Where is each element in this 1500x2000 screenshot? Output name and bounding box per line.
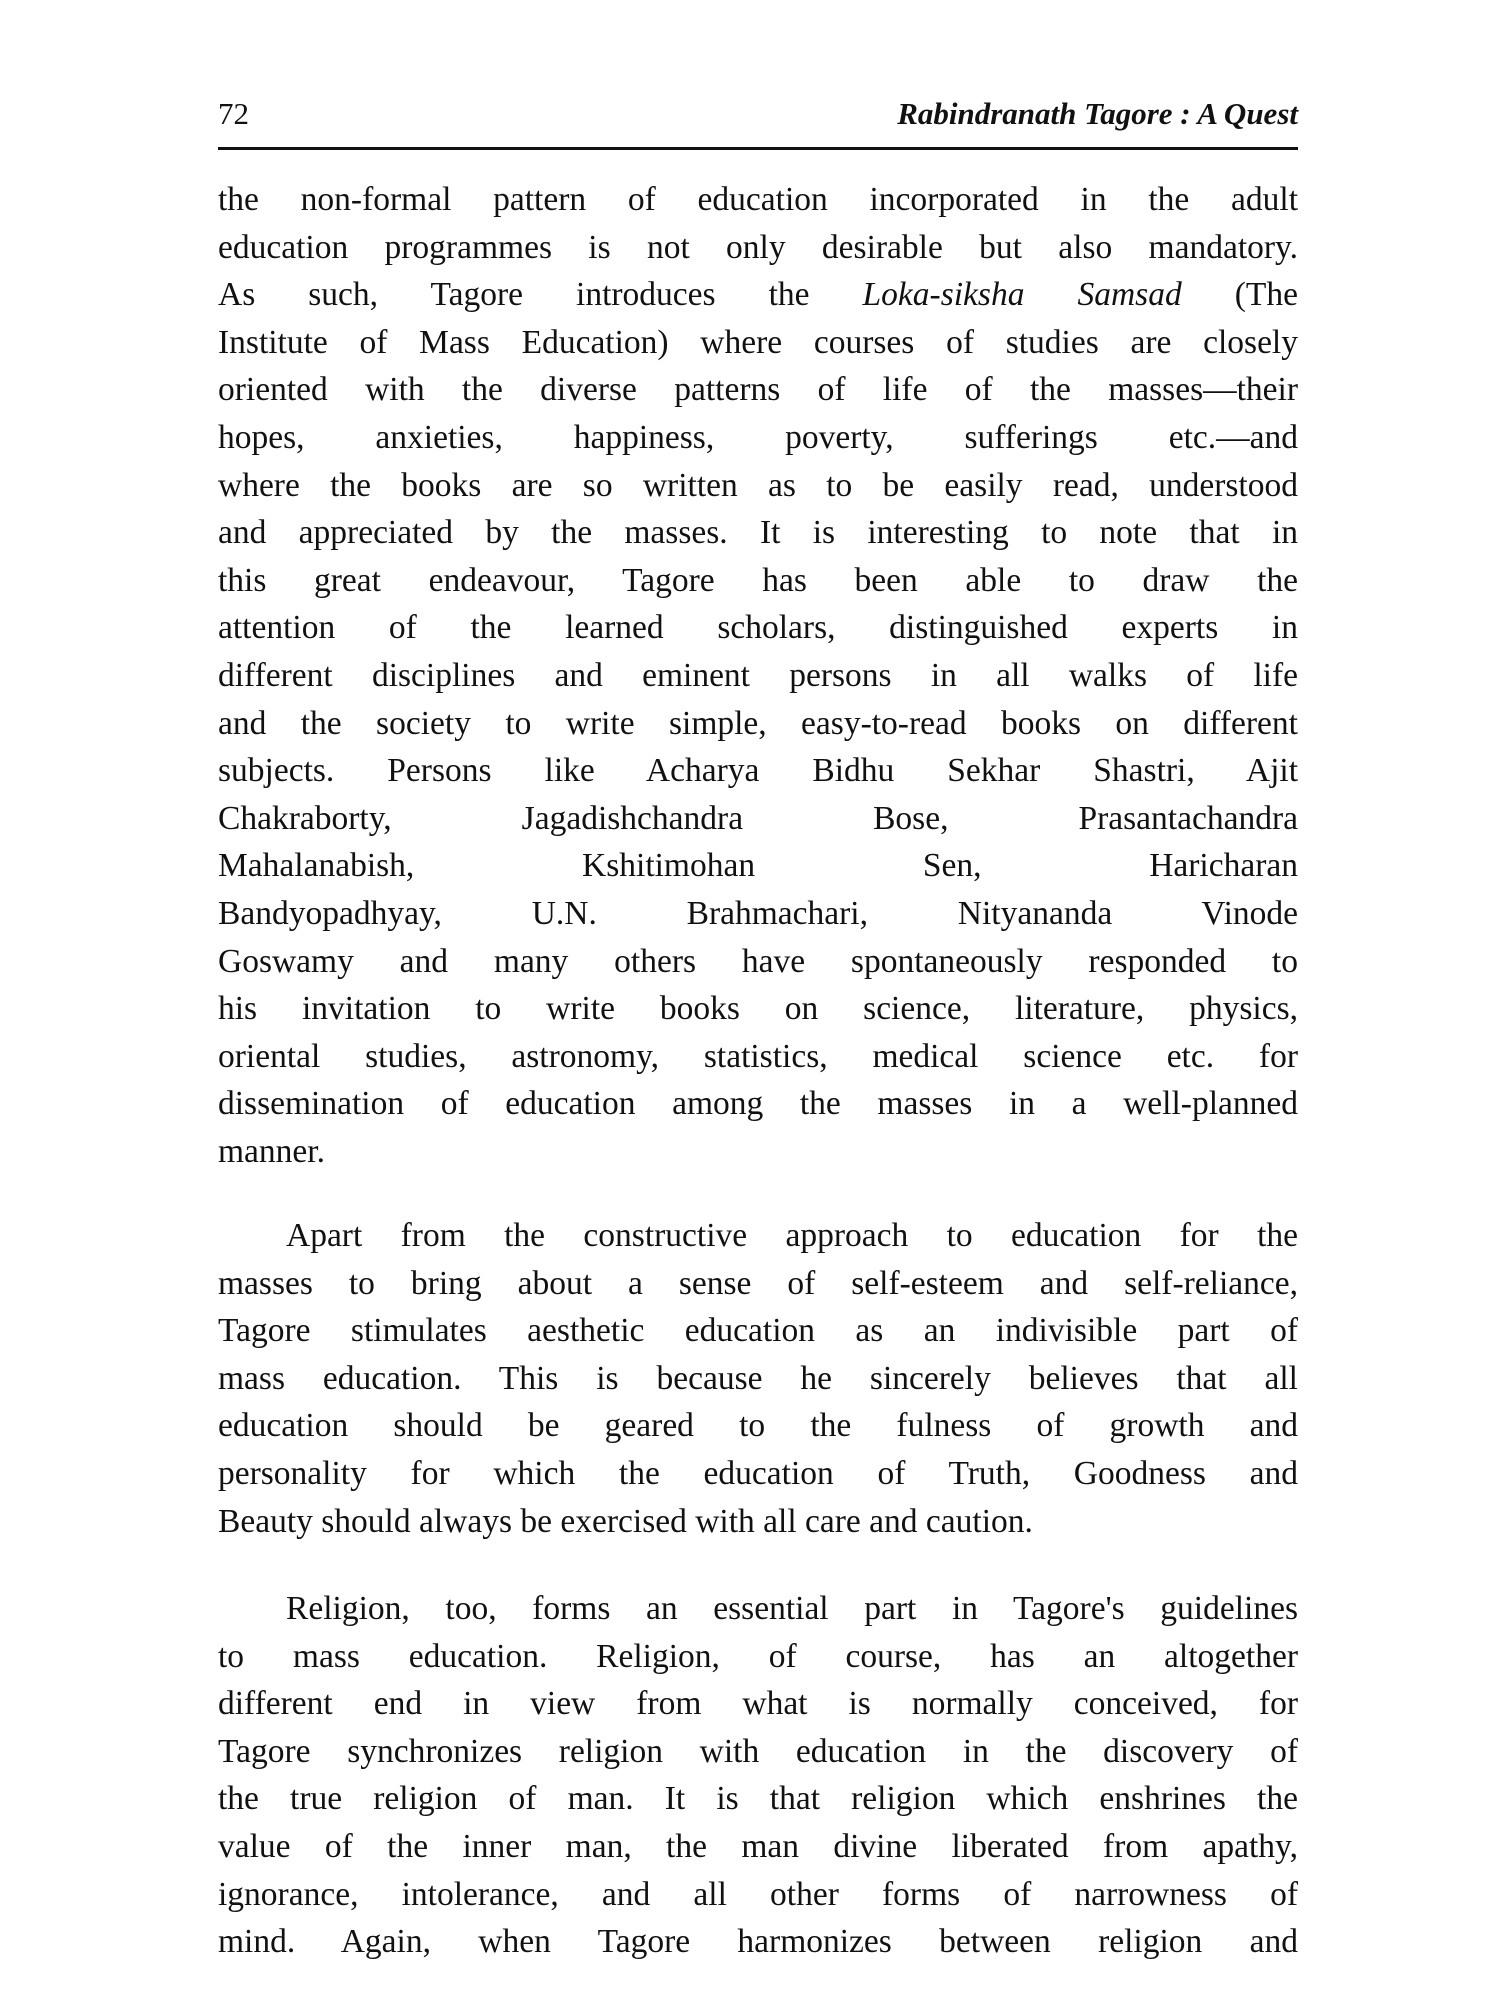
text-line: Bandyopadhyay, U.N. Brahmachari, Nityananda Vinode bbox=[218, 894, 1298, 932]
text-line: and the society to write simple, easy-to-read books on different bbox=[218, 704, 1298, 742]
page-header bbox=[218, 96, 1298, 136]
text-line: where the books are so written as to be easily read, understood bbox=[218, 466, 1298, 504]
text-line: oriental studies, astronomy, statistics, medical science etc. for bbox=[218, 1037, 1298, 1075]
text-line: attention of the learned scholars, distinguished experts in bbox=[218, 609, 1298, 647]
text-line: oriented with the diverse patterns of life of the masses—their bbox=[218, 371, 1298, 409]
text-line: to mass education. Religion, of course, has an altogether bbox=[218, 1637, 1298, 1675]
italic-term: Loka-siksha Samsad bbox=[862, 276, 1182, 314]
text-line: subjects. Persons like Acharya Bidhu Sekhar Shastri, Ajit bbox=[218, 752, 1298, 790]
text-line: his invitation to write books on science, literature, physics, bbox=[218, 990, 1298, 1028]
text-line: Goswamy and many others have spontaneously responded to bbox=[218, 942, 1298, 980]
text-line: the non-formal pattern of education incorporated in the adult bbox=[218, 181, 1298, 218]
text-line: education should be geared to the fulness of growth and bbox=[218, 1407, 1298, 1445]
paragraph-2 bbox=[218, 1212, 1298, 1545]
header-rule bbox=[218, 147, 1298, 150]
text-line: personality for which the education of Truth, Goodness and bbox=[218, 1454, 1298, 1492]
text-line: mass education. This is because he sincerely believes that all bbox=[218, 1359, 1298, 1397]
text-line: manner. bbox=[218, 1132, 325, 1170]
text-line: different disciplines and eminent persons in all walks of life bbox=[218, 656, 1298, 694]
text-line: Beauty should always be exercised with all care and caution. bbox=[218, 1502, 1033, 1540]
text-line: As such, Tagore introduces the Loka-siksha Samsad (The bbox=[218, 276, 1298, 314]
text-line: Tagore synchronizes religion with education in the discovery of bbox=[218, 1732, 1298, 1770]
text-line: education programmes is not only desirable but also mandatory. bbox=[218, 228, 1298, 266]
text-line: the true religion of man. It is that religion which enshrines the bbox=[218, 1780, 1298, 1818]
text-line: Apart from the constructive approach to education for the bbox=[286, 1217, 1298, 1254]
paragraph-1 bbox=[218, 176, 1298, 1175]
text-line: different end in view from what is normally conceived, for bbox=[218, 1685, 1298, 1723]
text-line: value of the inner man, the man divine liberated from apathy, bbox=[218, 1827, 1298, 1865]
text-line: Religion, too, forms an essential part in Tagore's guidelines bbox=[286, 1590, 1298, 1627]
text-line: dissemination of education among the masses in a well-planned bbox=[218, 1085, 1298, 1123]
text-line: masses to bring about a sense of self-esteem and self-reliance, bbox=[218, 1264, 1298, 1302]
running-title: Rabindranath Tagore : A Quest bbox=[897, 96, 1298, 131]
text-line: Tagore stimulates aesthetic education as an indivisible part of bbox=[218, 1312, 1298, 1350]
text-line: hopes, anxieties, happiness, poverty, sufferings etc.—and bbox=[218, 418, 1298, 456]
text-line: Institute of Mass Education) where courses of studies are closely bbox=[218, 323, 1298, 361]
page-number: 72 bbox=[218, 96, 249, 131]
paragraph-3 bbox=[218, 1585, 1298, 1966]
text-line: and appreciated by the masses. It is interesting to note that in bbox=[218, 514, 1298, 552]
text-line: mind. Again, when Tagore harmonizes between religion and bbox=[218, 1923, 1298, 1961]
text-line: ignorance, intolerance, and all other forms of narrowness of bbox=[218, 1875, 1298, 1913]
text-line: Mahalanabish, Kshitimohan Sen, Haricharan bbox=[218, 847, 1298, 885]
text-line: this great endeavour, Tagore has been able to draw the bbox=[218, 561, 1298, 599]
text-line: Chakraborty, Jagadishchandra Bose, Prasantachandra bbox=[218, 799, 1298, 837]
